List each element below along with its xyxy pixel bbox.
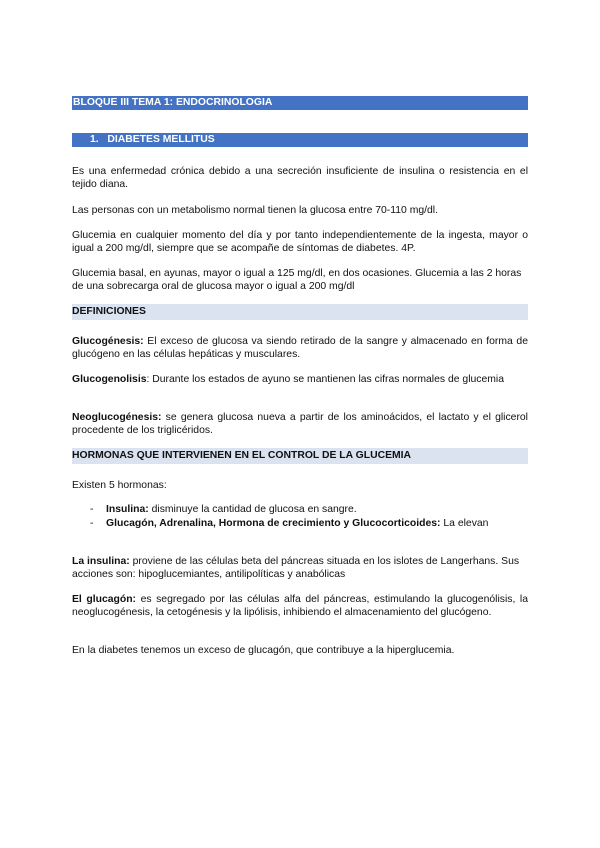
definition-text: se genera glucosa nueva a partir de los aminoácidos, el lactato y el glicerol procedente de los triglicéridos. <box>72 412 528 436</box>
term-el-glucagon: El glucagón: <box>72 594 137 605</box>
list-dash: - <box>90 517 94 529</box>
paragraph-normal-glucose: Las personas con un metabolismo normal tienen la glucosa entre 70-110 mg/dl. <box>72 205 439 216</box>
paragraph-la-insulina <box>72 556 528 581</box>
section-title: DIABETES MELLITUS <box>107 134 215 145</box>
term-insulina: Insulina: <box>106 504 149 515</box>
paragraph-random-glucemia: Glucemia en cualquier momento del día y por tanto independientemente de la ingesta, mayor o igual a 200 mg/dl, siempre que se acompañe de síntomas de diabetes. 4P. <box>72 230 528 254</box>
definition-text: El exceso de glucosa va siendo retirado de la sangre y almacenado en forma de glucógeno en las células hepáticas y musculares. <box>72 336 528 360</box>
term-hormonas-hiperglucemiantes: Glucagón, Adrenalina, Hormona de crecimiento y Glucocorticoides: <box>106 517 441 529</box>
document-title: BLOQUE III TEMA 1: ENDOCRINOLOGIA <box>73 97 273 108</box>
paragraph-definition: Es una enfermedad crónica debido a una secreción insuficiente de insulina o resistencia en el tejido diana. <box>72 166 528 190</box>
term-neoglucogenesis: Neoglucogénesis: <box>72 412 162 423</box>
section-number: 1. <box>90 134 99 145</box>
definition-glucogenolisis <box>72 374 528 387</box>
paragraph-text: es segregado por las células alfa del páncreas, estimulando la glucogenólisis, la neoglucogénesis, la cetogénesis y la lipólisis, inhibiendo el almacenamiento del glucógeno. <box>72 594 528 618</box>
list-item <box>72 518 528 531</box>
list-item-text: La elevan <box>440 517 489 529</box>
list-item <box>72 504 528 517</box>
term-la-insulina: La insulina: <box>72 556 130 567</box>
definition-text: : Durante los estados de ayuno se mantienen las cifras normales de glucemia <box>146 374 505 385</box>
hormonas-intro: Existen 5 hormonas: <box>72 480 167 491</box>
list-dash: - <box>90 504 94 515</box>
document-header-bar <box>72 96 528 110</box>
list-item-text: disminuye la cantidad de glucosa en sangre. <box>148 504 357 515</box>
hormonas-heading-text: HORMONAS QUE INTERVIENEN EN EL CONTROL DE LA GLUCEMIA <box>72 450 412 461</box>
definition-glucogenesis <box>72 336 528 361</box>
definition-neoglucogenesis <box>72 412 528 437</box>
paragraph-text: proviene de las células beta del páncreas situada en los islotes de Langerhans. Sus acciones son: hipoglucemiantes, antilipolíticas y anabólicas <box>72 556 520 580</box>
hormonas-list <box>72 504 528 530</box>
term-glucogenolisis: Glucogenolisis <box>72 374 147 385</box>
paragraph-el-glucagon <box>72 594 528 619</box>
definiciones-heading <box>72 304 528 320</box>
section-heading-diabetes <box>72 133 528 147</box>
term-glucogenesis: Glucogénesis: <box>72 336 144 347</box>
hormonas-heading <box>72 448 528 464</box>
paragraph-basal-glucemia: Glucemia basal, en ayunas, mayor o igual a 125 mg/dl, en dos ocasiones. Glucemia a las 2 horas de una sobrecarga oral de glucosa mayor o igual a 200 mg/dl <box>72 268 522 292</box>
definiciones-heading-text: DEFINICIONES <box>72 306 146 317</box>
paragraph-final: En la diabetes tenemos un exceso de glucagón, que contribuye a la hiperglucemia. <box>72 645 455 656</box>
